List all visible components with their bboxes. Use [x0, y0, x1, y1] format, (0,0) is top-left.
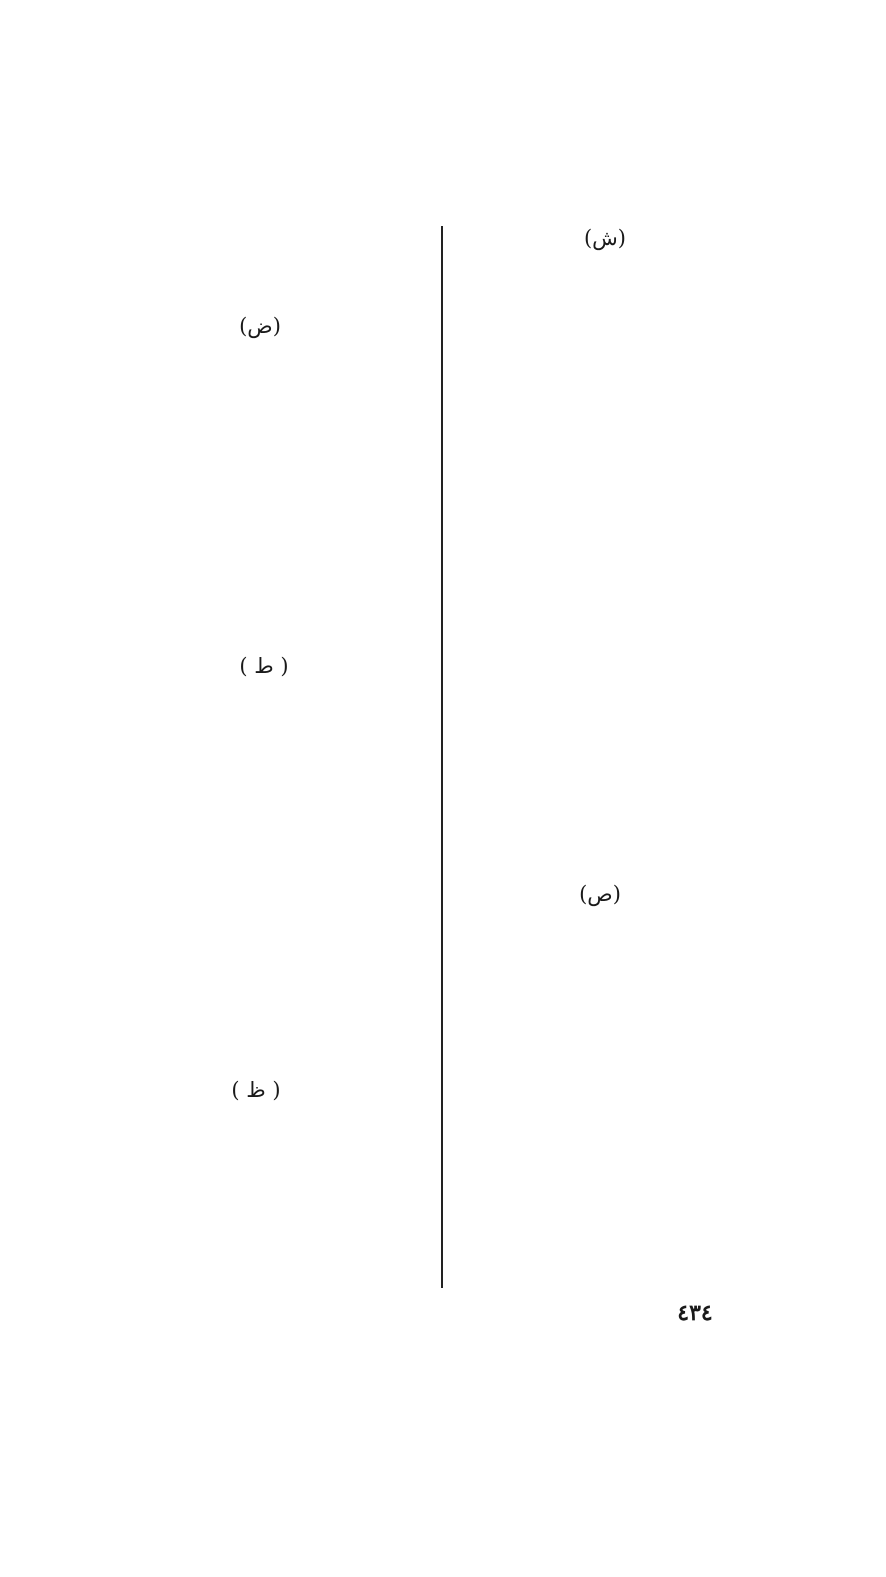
page-number: ٤٣٤ — [677, 1300, 713, 1326]
section-heading-ta: ( ط ) — [239, 654, 289, 678]
section-heading-za: ( ظ ) — [231, 1078, 281, 1102]
section-heading-dad: (ض) — [239, 314, 281, 338]
section-heading-sad: (ص) — [579, 882, 621, 906]
column-divider — [441, 226, 443, 1288]
section-heading-shin: (ش) — [583, 226, 627, 250]
